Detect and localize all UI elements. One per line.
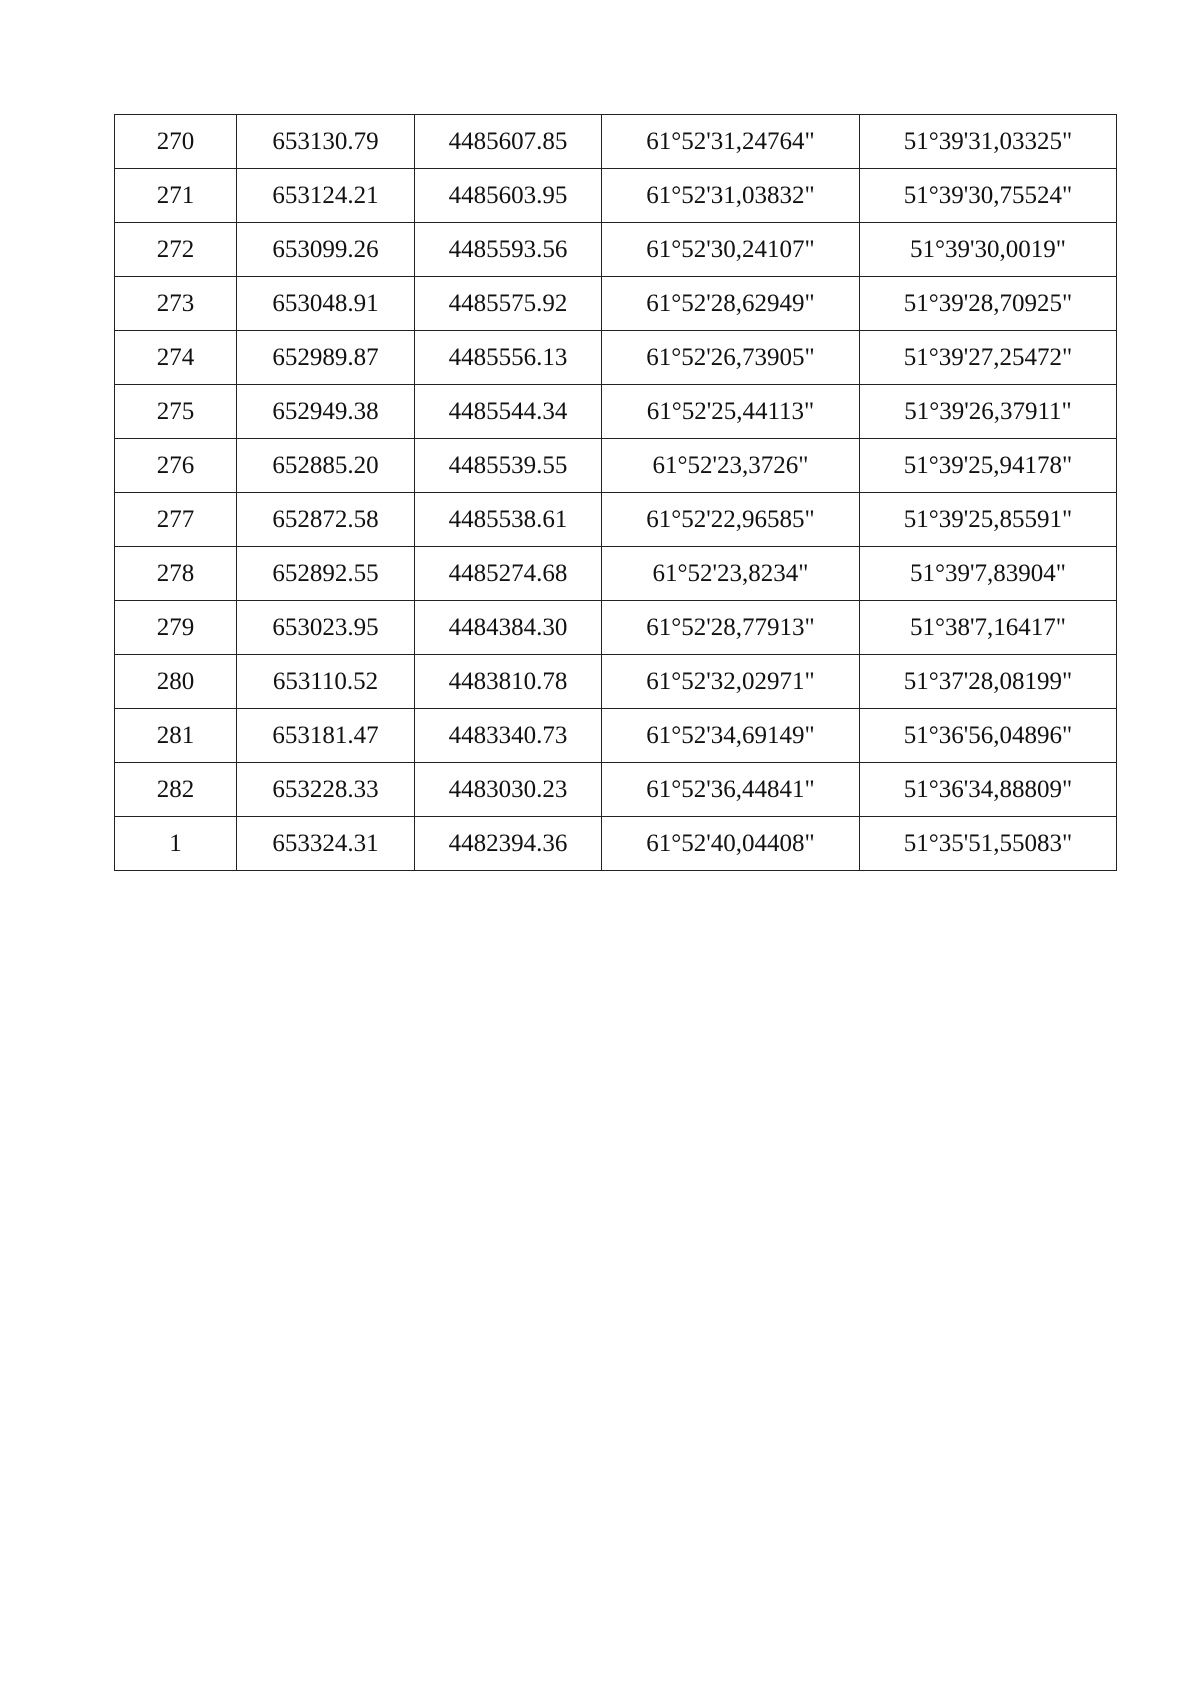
longitude-cell: 61°52'30,24107": [602, 223, 860, 277]
x-coordinate-cell: 653228.33: [237, 763, 415, 817]
point-number-cell: 271: [115, 169, 237, 223]
y-coordinate-cell: 4485544.34: [415, 385, 602, 439]
point-number-cell: 273: [115, 277, 237, 331]
x-coordinate-cell: 652949.38: [237, 385, 415, 439]
latitude-cell: 51°35'51,55083": [860, 817, 1117, 871]
latitude-cell: 51°36'34,88809": [860, 763, 1117, 817]
x-coordinate-cell: 653110.52: [237, 655, 415, 709]
latitude-cell: 51°39'7,83904": [860, 547, 1117, 601]
point-number-cell: 279: [115, 601, 237, 655]
latitude-cell: 51°39'25,85591": [860, 493, 1117, 547]
x-coordinate-cell: 652872.58: [237, 493, 415, 547]
y-coordinate-cell: 4485603.95: [415, 169, 602, 223]
x-coordinate-cell: 653124.21: [237, 169, 415, 223]
point-number-cell: 276: [115, 439, 237, 493]
longitude-cell: 61°52'31,24764": [602, 115, 860, 169]
y-coordinate-cell: 4483340.73: [415, 709, 602, 763]
y-coordinate-cell: 4482394.36: [415, 817, 602, 871]
latitude-cell: 51°39'25,94178": [860, 439, 1117, 493]
point-number-cell: 278: [115, 547, 237, 601]
y-coordinate-cell: 4485539.55: [415, 439, 602, 493]
y-coordinate-cell: 4485575.92: [415, 277, 602, 331]
y-coordinate-cell: 4485274.68: [415, 547, 602, 601]
y-coordinate-cell: 4485593.56: [415, 223, 602, 277]
latitude-cell: 51°37'28,08199": [860, 655, 1117, 709]
coordinates-table: [114, 114, 1117, 871]
point-number-cell: 272: [115, 223, 237, 277]
x-coordinate-cell: 653181.47: [237, 709, 415, 763]
latitude-cell: 51°39'30,75524": [860, 169, 1117, 223]
point-number-cell: 270: [115, 115, 237, 169]
latitude-cell: 51°39'30,0019": [860, 223, 1117, 277]
point-number-cell: 1: [115, 817, 237, 871]
y-coordinate-cell: 4483030.23: [415, 763, 602, 817]
table-row: [115, 223, 1117, 277]
point-number-cell: 277: [115, 493, 237, 547]
latitude-cell: 51°39'26,37911": [860, 385, 1117, 439]
longitude-cell: 61°52'25,44113": [602, 385, 860, 439]
latitude-cell: 51°39'31,03325": [860, 115, 1117, 169]
longitude-cell: 61°52'26,73905": [602, 331, 860, 385]
x-coordinate-cell: 653324.31: [237, 817, 415, 871]
longitude-cell: 61°52'28,62949": [602, 277, 860, 331]
latitude-cell: 51°39'28,70925": [860, 277, 1117, 331]
table-row: [115, 115, 1117, 169]
x-coordinate-cell: 653130.79: [237, 115, 415, 169]
point-number-cell: 280: [115, 655, 237, 709]
table-row: [115, 763, 1117, 817]
longitude-cell: 61°52'32,02971": [602, 655, 860, 709]
x-coordinate-cell: 653023.95: [237, 601, 415, 655]
point-number-cell: 282: [115, 763, 237, 817]
y-coordinate-cell: 4484384.30: [415, 601, 602, 655]
y-coordinate-cell: 4483810.78: [415, 655, 602, 709]
y-coordinate-cell: 4485556.13: [415, 331, 602, 385]
table-row: [115, 385, 1117, 439]
table-row: [115, 277, 1117, 331]
latitude-cell: 51°38'7,16417": [860, 601, 1117, 655]
x-coordinate-cell: 653099.26: [237, 223, 415, 277]
point-number-cell: 275: [115, 385, 237, 439]
longitude-cell: 61°52'28,77913": [602, 601, 860, 655]
x-coordinate-cell: 652892.55: [237, 547, 415, 601]
latitude-cell: 51°36'56,04896": [860, 709, 1117, 763]
longitude-cell: 61°52'34,69149": [602, 709, 860, 763]
point-number-cell: 281: [115, 709, 237, 763]
table-row: [115, 331, 1117, 385]
y-coordinate-cell: 4485538.61: [415, 493, 602, 547]
longitude-cell: 61°52'40,04408": [602, 817, 860, 871]
coordinates-table-body: [115, 115, 1117, 871]
longitude-cell: 61°52'36,44841": [602, 763, 860, 817]
table-row: [115, 601, 1117, 655]
table-row: [115, 439, 1117, 493]
longitude-cell: 61°52'22,96585": [602, 493, 860, 547]
longitude-cell: 61°52'23,3726": [602, 439, 860, 493]
longitude-cell: 61°52'31,03832": [602, 169, 860, 223]
table-row: [115, 655, 1117, 709]
x-coordinate-cell: 653048.91: [237, 277, 415, 331]
latitude-cell: 51°39'27,25472": [860, 331, 1117, 385]
x-coordinate-cell: 652885.20: [237, 439, 415, 493]
table-row: [115, 709, 1117, 763]
table-row: [115, 547, 1117, 601]
table-row: [115, 817, 1117, 871]
longitude-cell: 61°52'23,8234": [602, 547, 860, 601]
table-row: [115, 493, 1117, 547]
y-coordinate-cell: 4485607.85: [415, 115, 602, 169]
point-number-cell: 274: [115, 331, 237, 385]
table-row: [115, 169, 1117, 223]
x-coordinate-cell: 652989.87: [237, 331, 415, 385]
